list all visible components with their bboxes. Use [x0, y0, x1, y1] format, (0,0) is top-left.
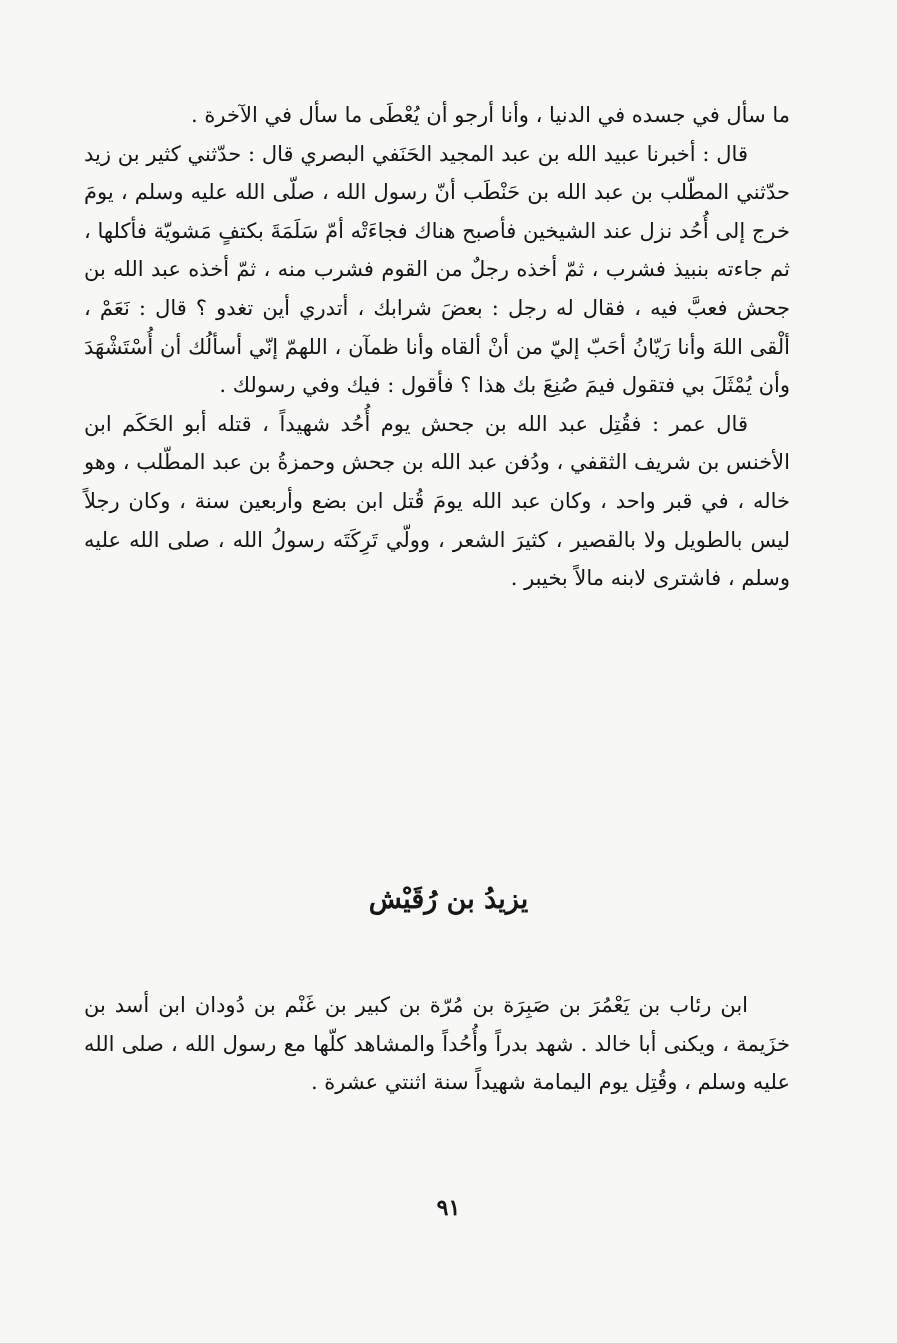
- top-text-section: [84, 96, 790, 598]
- section-heading: يزيدُ بن رُقَيْش: [368, 884, 529, 915]
- paragraph-continuation: ما سأل في جسده في الدنيا ، وأنا أرجو أن يُعْطَى ما سأل في الآخرة .: [191, 103, 790, 127]
- paragraph-hadith-narration: قال : أخبرنا عبيد الله بن عبد المجيد الحَنَفي البصري قال : حدّثني كثير بن زيد حدّثني المطّلب بن عبد الله بن حَنْطَب أنّ رسول الله ، صلّى الله عليه وسلم ، يومَ خرج إلى أُحُد نزل عند الشيخين فأصبح هناك فجاءَتْه أمّ سَلَمَةَ بكتفٍ مَشويّة فأكلها ، ثم جاءته بنبيذ فشرب ، ثمّ أخذه رجلٌ من القوم فشرب منه ، ثمّ أخذه عبد الله بن جحش فعبَّ فيه ، فقال له رجل : بعضَ شرابك ، أتدري أين تغدو ؟ قال : نَعَمْ ، ألْقى اللهَ وأنا رَيّانُ أحَبّ إليّ من أنْ ألقاه وأنا ظمآن ، اللهمّ إنّي أسألُك أن أُسْتَشْهَدَ وأن يُمْثَلَ بي فتقول فيمَ صُنِعَ بك هذا ؟ فأقول : فيك وفي رسولك .: [84, 141, 790, 398]
- paragraph-umar-account: قال عمر : فقُتِل عبد الله بن جحش يوم أُحُد شهيداً ، قتله أبو الحَكَم ابن الأخنس بن شريف الثقفي ، ودُفن عبد الله بن جحش وحمزةُ بن عبد المطّلب ، وهو خاله ، في قبر واحد ، وكان عبد الله يومَ قُتل ابن بضع وأربعين سنة ، وكان رجلاً ليس بالطويل ولا بالقصير ، كثيرَ الشعر ، وولّي تَرِكَتَه رسولُ الله ، صلى الله عليه وسلم ، فاشترى لابنه مالاً بخيبر .: [84, 411, 790, 591]
- bottom-text-section: [84, 986, 790, 1102]
- page-number: ٩١: [436, 1195, 461, 1221]
- paragraph-biography: ابن رئاب بن يَعْمُرَ بن صَبِرَة بن مُرّة بن كبير بن غَنْم بن دُودان ابن أسد بن خزَيمة ، ويكنى أبا خالد . شهد بدراً وأُحُداً والمشاهد كلّها مع رسول الله ، صلى الله عليه وسلم ، وقُتِل يوم اليمامة شهيداً سنة اثنتي عشرة .: [84, 993, 790, 1095]
